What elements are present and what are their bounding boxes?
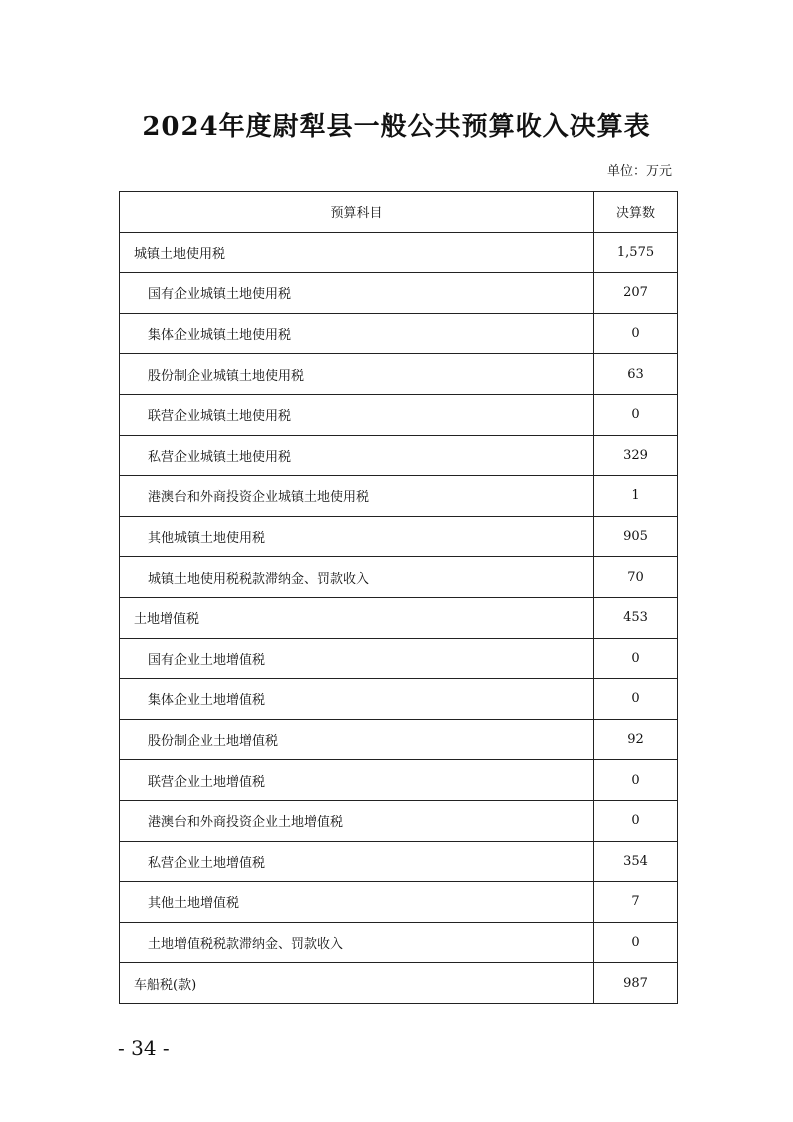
row-amount: 0 xyxy=(594,313,678,354)
row-item: 其他城镇土地使用税 xyxy=(120,516,594,557)
row-amount: 70 xyxy=(594,557,678,598)
row-item: 私营企业土地增值税 xyxy=(120,841,594,882)
table-row xyxy=(120,557,678,598)
table-row xyxy=(120,232,678,273)
row-amount: 7 xyxy=(594,882,678,923)
table-row xyxy=(120,476,678,517)
table-row xyxy=(120,679,678,720)
row-item: 其他土地增值税 xyxy=(120,882,594,923)
table-row xyxy=(120,638,678,679)
row-amount: 1 xyxy=(594,476,678,517)
row-item: 联营企业土地增值税 xyxy=(120,760,594,801)
table-row xyxy=(120,719,678,760)
header-amount: 决算数 xyxy=(594,192,678,233)
row-amount: 0 xyxy=(594,679,678,720)
row-amount: 1,575 xyxy=(594,232,678,273)
table-row xyxy=(120,597,678,638)
row-item: 国有企业土地增值税 xyxy=(120,638,594,679)
table-row xyxy=(120,313,678,354)
row-item: 城镇土地使用税税款滞纳金、罚款收入 xyxy=(120,557,594,598)
row-amount: 329 xyxy=(594,435,678,476)
table-row xyxy=(120,516,678,557)
row-item: 股份制企业城镇土地使用税 xyxy=(120,354,594,395)
table-row xyxy=(120,273,678,314)
table-header xyxy=(120,192,678,233)
table-row xyxy=(120,354,678,395)
table-row xyxy=(120,760,678,801)
row-amount: 987 xyxy=(594,963,678,1004)
row-amount: 63 xyxy=(594,354,678,395)
row-amount: 92 xyxy=(594,719,678,760)
table-row xyxy=(120,800,678,841)
row-item: 土地增值税 xyxy=(120,597,594,638)
row-item: 联营企业城镇土地使用税 xyxy=(120,394,594,435)
row-item: 港澳台和外商投资企业土地增值税 xyxy=(120,800,594,841)
row-item: 国有企业城镇土地使用税 xyxy=(120,273,594,314)
row-item: 城镇土地使用税 xyxy=(120,232,594,273)
budget-table xyxy=(119,191,678,1004)
row-amount: 0 xyxy=(594,638,678,679)
row-amount: 207 xyxy=(594,273,678,314)
table-row xyxy=(120,882,678,923)
header-item: 预算科目 xyxy=(120,192,594,233)
row-item: 土地增值税税款滞纳金、罚款收入 xyxy=(120,922,594,963)
unit-label: 单位：万元 xyxy=(606,164,672,179)
row-item: 车船税(款) xyxy=(120,963,594,1004)
page-title: 2024年度尉犁县一般公共预算收入决算表 xyxy=(142,112,651,142)
row-amount: 354 xyxy=(594,841,678,882)
table-body xyxy=(120,232,678,1003)
row-amount: 0 xyxy=(594,760,678,801)
row-item: 集体企业城镇土地使用税 xyxy=(120,313,594,354)
header-row xyxy=(120,192,678,233)
table-row xyxy=(120,963,678,1004)
table-row xyxy=(120,841,678,882)
row-amount: 0 xyxy=(594,394,678,435)
row-amount: 0 xyxy=(594,800,678,841)
row-amount: 453 xyxy=(594,597,678,638)
row-amount: 0 xyxy=(594,922,678,963)
row-item: 集体企业土地增值税 xyxy=(120,679,594,720)
row-item: 私营企业城镇土地使用税 xyxy=(120,435,594,476)
table-row xyxy=(120,435,678,476)
row-item: 股份制企业土地增值税 xyxy=(120,719,594,760)
table-row xyxy=(120,394,678,435)
row-item: 港澳台和外商投资企业城镇土地使用税 xyxy=(120,476,594,517)
row-amount: 905 xyxy=(594,516,678,557)
page-number: - 34 - xyxy=(118,1036,170,1060)
table-row xyxy=(120,922,678,963)
